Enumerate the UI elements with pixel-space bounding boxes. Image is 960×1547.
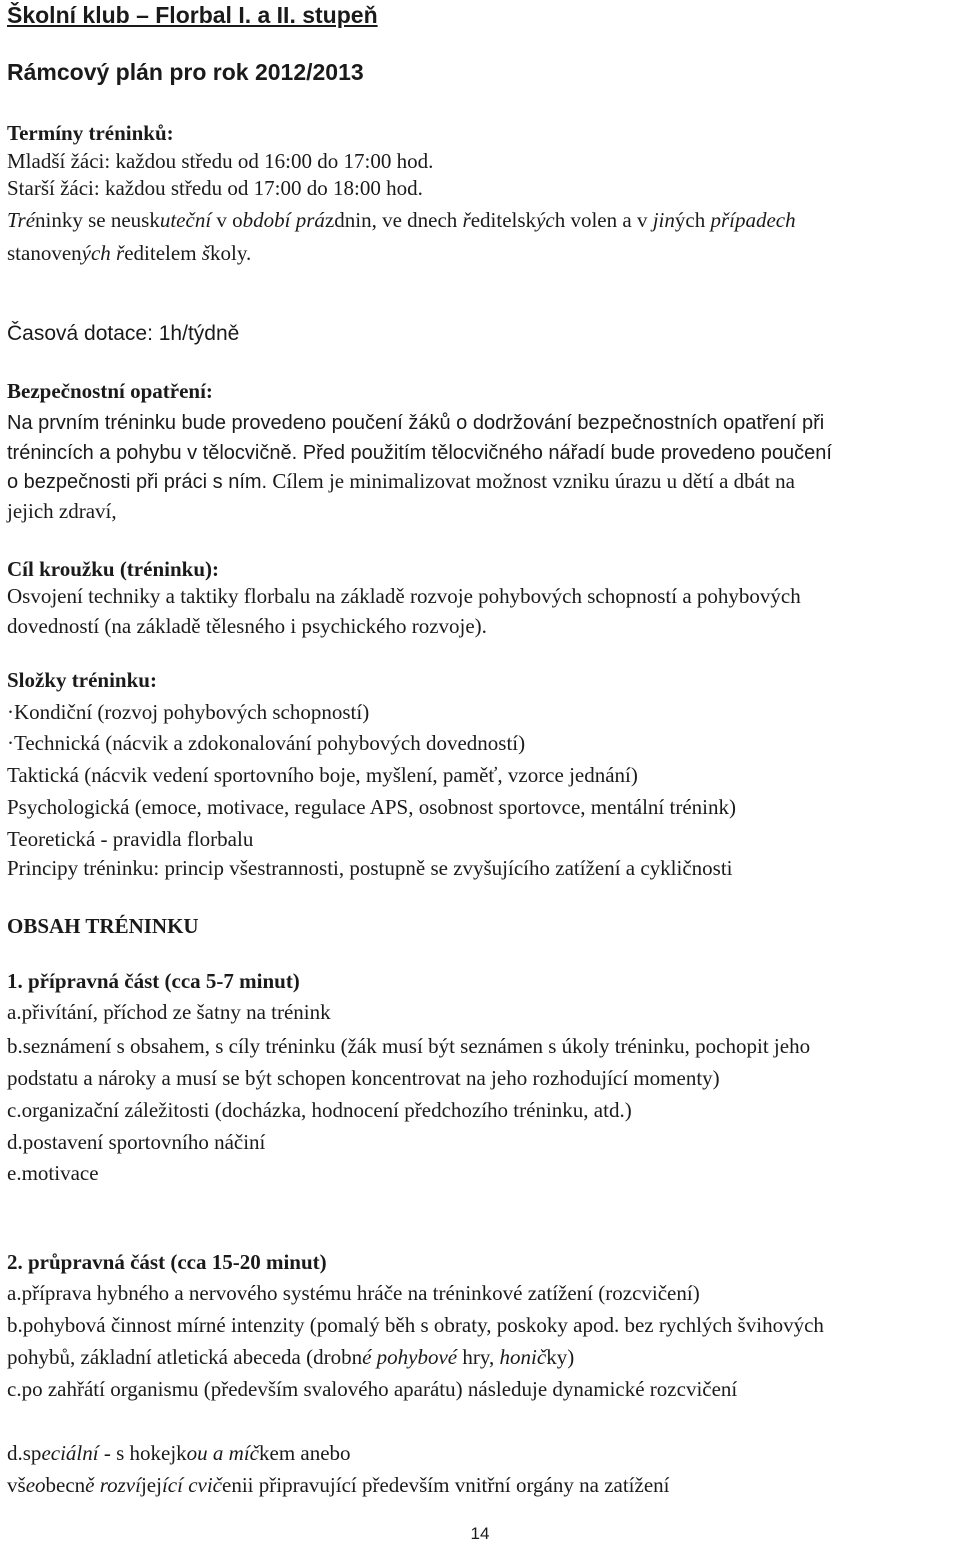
safety-line-serif: Cílem je minimalizovat možnost vzniku úrazu u dětí a dbát na (267, 469, 795, 493)
components-item: Psychologická (emoce, motivace, regulace APS, osobnost sportovce, mentální trénink) (7, 795, 736, 819)
part2-item: b.pohybová činnost mírné intenzity (pomalý běh s obraty, poskoky apod. bez rychlých švihových (7, 1313, 824, 1337)
terms-note-continued (7, 240, 251, 266)
safety-heading: Bezpečnostní opatření: (7, 379, 213, 403)
terms-note (7, 207, 796, 233)
goal-line: Osvojení techniky a taktiky florbalu na základě rozvoje pohybových schopností a pohybových (7, 584, 801, 608)
page-number: 14 (470, 1524, 490, 1543)
safety-mixed-line (7, 468, 795, 495)
safety-line: Na prvním tréninku bude provedeno poučení žáků o dodržování bezpečnostních opatření při (7, 412, 825, 434)
part1-item: e.motivace (7, 1161, 99, 1185)
text-run: ky) (546, 1345, 575, 1369)
part1-item: b.seznámení s obsahem, s cíly tréninku (žák musí být seznámen s úkoly tréninku, pochopit jeho (7, 1034, 811, 1058)
text-run: kem anebo (259, 1441, 351, 1465)
text-run: h volen a v (554, 208, 653, 232)
part1-item: c.organizační záležitosti (docházka, hodnocení předchozího tréninku, atd.) (7, 1098, 632, 1122)
part2-item: c.po zahřátí organismu (především svalového aparátu) následuje dynamické rozcvičení (7, 1377, 738, 1401)
document-title: Školní klub – Florbal I. a II. stupeň (7, 2, 378, 28)
terms-line: Mladší žáci: každou středu od 16:00 do 17:00 hod. (7, 149, 434, 173)
text-run: ninky se neusk (35, 208, 160, 232)
part2-heading: 2. průpravná část (cca 15-20 minut) (7, 1250, 327, 1274)
time-allocation: Časová dotace: 1h/týdně (7, 322, 240, 345)
text-run: ř (462, 208, 471, 232)
text-run: bdobí prá (242, 208, 325, 232)
text-run: š (201, 241, 210, 265)
text-run: případech (710, 208, 796, 232)
text-run: Tré (7, 208, 36, 232)
text-run: stanoven (7, 241, 82, 265)
terms-line: Starší žáci: každou středu od 17:00 do 18:00 hod. (7, 176, 423, 200)
components-item: ·Kondiční (rozvoj pohybových schopností) (7, 700, 370, 724)
part2-item-d (7, 1440, 351, 1466)
part1-heading: 1. přípravná část (cca 5-7 minut) (7, 969, 300, 993)
components-item: Taktická (nácvik vedení sportovního boje, myšlení, paměť, vzorce jednání) (7, 763, 638, 787)
text-run: uteční (159, 208, 212, 232)
goal-heading: Cíl kroužku (tréninku): (7, 557, 219, 581)
components-heading: Složky tréninku: (7, 668, 157, 692)
text-run: becn (45, 1473, 86, 1497)
text-run: hry, (457, 1345, 500, 1369)
text-run: koly. (209, 241, 252, 265)
text-run: jin (652, 208, 675, 232)
goal-line: dovedností (na základě tělesného i psychického rozvoje). (7, 614, 487, 638)
safety-line-sans: o bezpečnosti při práci s ním. (7, 471, 268, 493)
components-item: Teoretická - pravidla florbalu (7, 827, 254, 851)
text-run: - s hokejk (98, 1441, 187, 1465)
text-run: é pohybové (362, 1345, 458, 1369)
text-run: vš (7, 1473, 26, 1497)
text-run: editelsk (470, 208, 537, 232)
text-run: ě rozví (85, 1473, 141, 1497)
text-run: ých (674, 208, 711, 232)
text-run: jej (140, 1473, 162, 1497)
text-run: ýc (536, 208, 555, 232)
part1-item: a.přivítání, příchod ze šatny na trénink (7, 1000, 331, 1024)
part2-item: a.příprava hybného a nervového systému hráče na tréninkové zatížení (rozcvičení) (7, 1281, 700, 1305)
text-run: zdnin, ve dnech (324, 208, 463, 232)
components-item: ·Technická (nácvik a zdokonalování pohybových dovedností) (7, 731, 526, 755)
part2-item-e (7, 1472, 670, 1498)
text-run: pohybů, základní atletická abeceda (drobn (7, 1345, 363, 1369)
text-run: eciální (41, 1441, 99, 1465)
text-run: d.sp (7, 1441, 42, 1465)
text-run: v o (211, 208, 243, 232)
safety-line: trénincích a pohybu v tělocvičně. Před použitím tělocvičného nářadí bude provedeno poučení (7, 442, 832, 464)
part1-item: podstatu a nároky a musí se být schopen koncentrovat na jeho rozhodující momenty) (7, 1066, 720, 1090)
text-run: ou a míč (186, 1441, 259, 1465)
safety-line: jejich zdraví, (7, 499, 117, 523)
text-run: ých ř (81, 241, 125, 265)
document-subtitle: Rámcový plán pro rok 2012/2013 (7, 59, 364, 85)
text-run: enii připravující především vnitřní orgány na zatížení (222, 1473, 670, 1497)
part2-item-continued (7, 1344, 574, 1370)
text-run: editelem (124, 241, 202, 265)
part1-item: d.postavení sportovního náčiní (7, 1130, 266, 1154)
text-run: honič (499, 1345, 547, 1369)
content-heading: OBSAH TRÉNINKU (7, 914, 199, 938)
text-run: ící cvič (161, 1473, 223, 1497)
text-run: eo (25, 1473, 46, 1497)
components-item: Principy tréninku: princip všestrannosti, postupně se zvyšujícího zatížení a cykličnosti (7, 856, 733, 880)
terms-heading: Termíny tréninků: (7, 121, 174, 145)
